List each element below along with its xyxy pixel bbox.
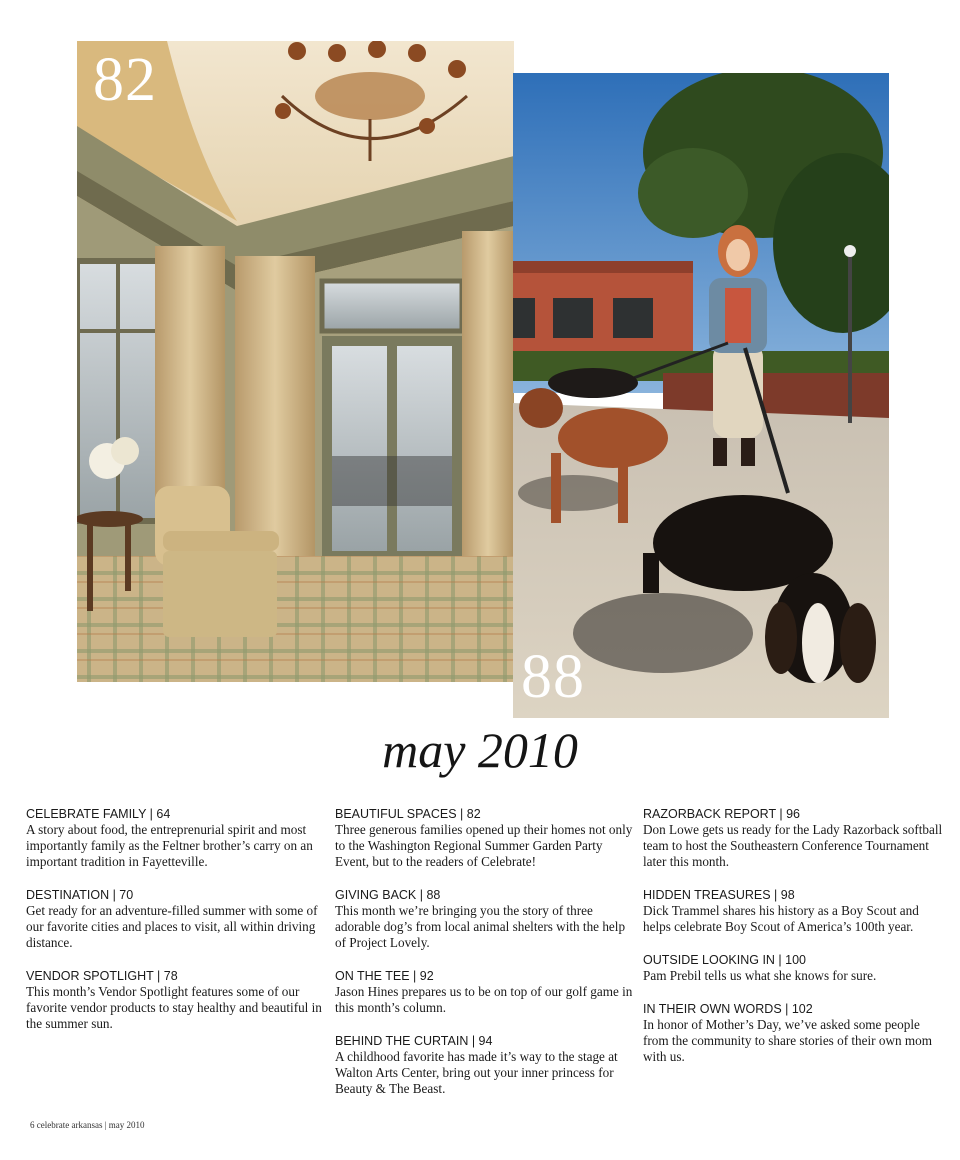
entry-heading: CELEBRATE FAMILY | 64 bbox=[26, 807, 171, 821]
entry-description: Dick Trammel shares his history as a Boy Scout and helps celebrate Boy Scout of America’s 100th year. bbox=[643, 903, 919, 934]
entry-description: This month’s Vendor Spotlight features some of our favorite vendor products to stay healthy and beautiful in the summer sun. bbox=[26, 984, 322, 1031]
entry-heading: OUTSIDE LOOKING IN | 100 bbox=[643, 953, 807, 967]
entry-description: Jason Hines prepares us to be on top of our golf game in this month’s column. bbox=[335, 984, 633, 1015]
entry-heading: BEHIND THE CURTAIN | 94 bbox=[335, 1034, 493, 1048]
contents-entry bbox=[26, 806, 326, 870]
contents-entry bbox=[26, 968, 326, 1032]
interior-room-photo bbox=[77, 41, 514, 682]
entry-description: Don Lowe gets us ready for the Lady Razorback softball team to host the Southeastern Conference Tournament later this month. bbox=[643, 822, 943, 869]
contents-entry bbox=[643, 806, 943, 870]
contents-column-3 bbox=[643, 806, 943, 1082]
entry-description: A childhood favorite has made it’s way to the stage at Walton Arts Center, bring out your inner princess for Beauty & The Beast. bbox=[335, 1049, 618, 1096]
entry-heading: IN THEIR OWN WORDS | 102 bbox=[643, 1002, 813, 1016]
contents-entry bbox=[335, 968, 635, 1016]
contents-entry bbox=[643, 887, 943, 935]
contents-entry bbox=[643, 952, 943, 984]
entry-description: Three generous families opened up their homes not only to the Washington Regional Summer Garden Party Event, but to the readers of Celebrate! bbox=[335, 822, 633, 869]
contents-entry bbox=[26, 887, 326, 951]
entry-heading: HIDDEN TREASURES | 98 bbox=[643, 888, 795, 902]
contents-column-1 bbox=[26, 806, 326, 1049]
issue-title: may 2010 bbox=[382, 722, 578, 778]
entry-heading: VENDOR SPOTLIGHT | 78 bbox=[26, 969, 178, 983]
page-footer: 6 celebrate arkansas | may 2010 bbox=[30, 1120, 145, 1130]
entry-description: This month we’re bringing you the story of three adorable dog’s from local animal shelters with the help of Project Lovely. bbox=[335, 903, 626, 950]
entry-heading: RAZORBACK REPORT | 96 bbox=[643, 807, 800, 821]
entry-description: Get ready for an adventure-filled summer with some of our favorite cities and places to visit, all within driving distance. bbox=[26, 903, 318, 950]
entry-heading: GIVING BACK | 88 bbox=[335, 888, 441, 902]
contents-entry bbox=[335, 806, 635, 870]
entry-heading: ON THE TEE | 92 bbox=[335, 969, 434, 983]
contents-column-2 bbox=[335, 806, 635, 1114]
entry-heading: BEAUTIFUL SPACES | 82 bbox=[335, 807, 481, 821]
entry-heading: DESTINATION | 70 bbox=[26, 888, 134, 902]
entry-description: In honor of Mother’s Day, we’ve asked some people from the community to share stories of their own mom with us. bbox=[643, 1017, 932, 1064]
entry-description: A story about food, the entreprenurial spirit and most importantly family as the Feltner brother’s carry on an important tradition in Fayetteville. bbox=[26, 822, 313, 869]
page-number-88: 88 bbox=[521, 643, 585, 711]
contents-entry bbox=[335, 887, 635, 951]
contents-entry bbox=[643, 1001, 943, 1065]
contents-entry bbox=[335, 1033, 635, 1097]
entry-description: Pam Prebil tells us what she knows for sure. bbox=[643, 968, 877, 983]
page-number-82: 82 bbox=[93, 46, 157, 114]
dog-walk-photo bbox=[513, 73, 889, 718]
